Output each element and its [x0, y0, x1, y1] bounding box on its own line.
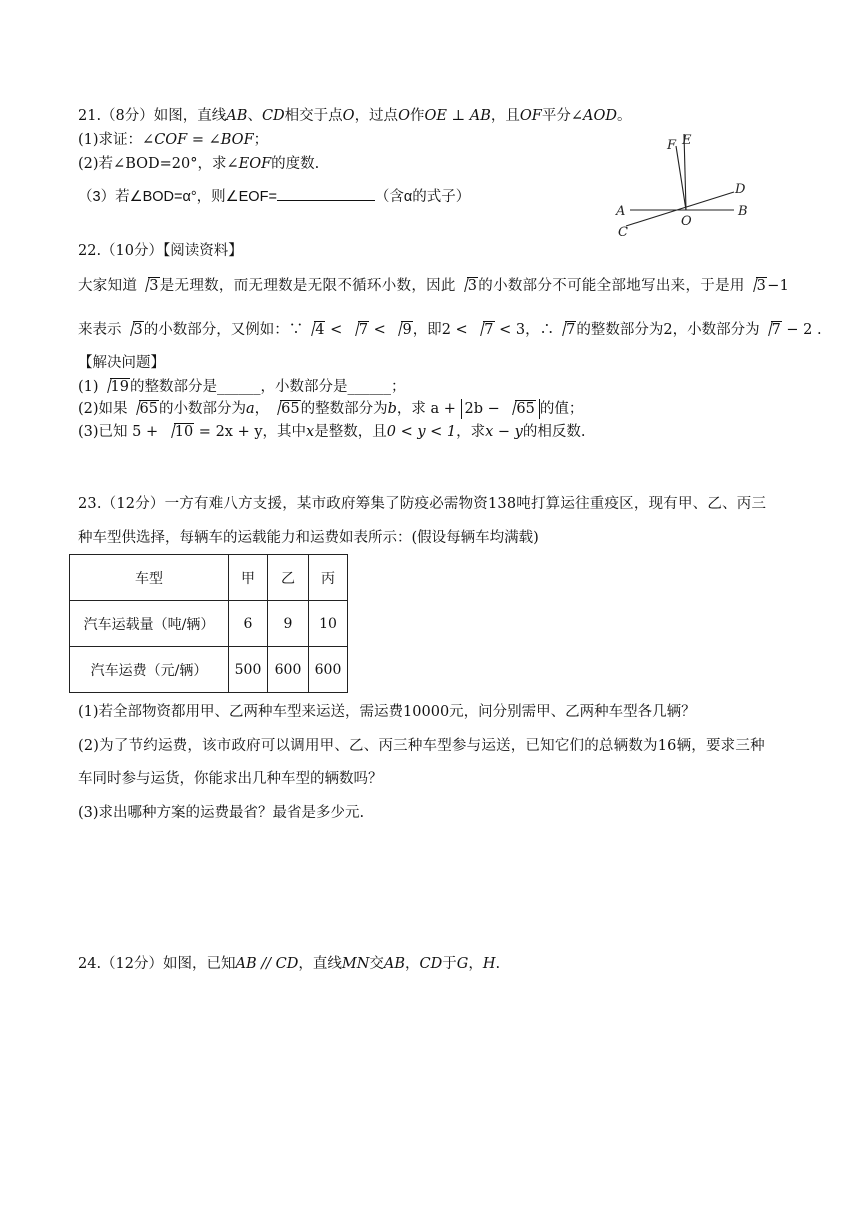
label-b: B [738, 204, 748, 219]
sqrt-4: 4 [305, 320, 325, 340]
table-cell: 500 [229, 647, 268, 693]
label-o: O [681, 214, 692, 229]
q23-line-2 [78, 528, 539, 548]
q21-p1-end: ； [253, 132, 269, 148]
var-a: a [246, 401, 255, 417]
q23-text: 23.（12分）一方有难八方支援，某市政府筹集了防疫必需物资138吨打算运往重疫区，现有甲、乙、丙三 [78, 496, 767, 512]
table-header-cell: 丙 [309, 555, 348, 601]
q24-text: . [495, 956, 501, 972]
q22-text: ，求 [456, 424, 486, 440]
sqrt-65: 65 [506, 399, 535, 419]
q21-p2-end: 的度数. [271, 156, 320, 172]
q21-p2-text: (2)若∠BOD=20°，求 [78, 156, 227, 172]
table-header-cell: 乙 [268, 555, 309, 601]
sqrt-7: 7 [556, 320, 576, 340]
q23-text: 种车型供选择，每辆车的运载能力和运费如表所示：(假设每辆车均满载) [78, 530, 539, 546]
sqrt-3: 3 [139, 276, 160, 296]
q22-text: 的整数部分为 [300, 401, 388, 417]
q22-header [78, 241, 243, 261]
q21-part-1 [78, 130, 268, 150]
q21-text: 作 [409, 108, 425, 124]
q21-aod: ∠AOD [570, 108, 618, 124]
q22-part-3 [78, 422, 585, 442]
q22-text: 的整数部分是______，小数部分是______； [130, 379, 406, 395]
sqrt-9: 9 [392, 320, 412, 340]
q24-line-1 [78, 954, 500, 974]
table-row [70, 647, 348, 693]
q23-text: 车同时参与运货，你能求出几种车型的辆数吗？ [78, 771, 383, 787]
q22-text: < [325, 322, 347, 338]
q22-text: 2 < [441, 322, 473, 338]
q24-text: ，直线 [298, 956, 342, 972]
q23-table [69, 554, 348, 693]
q22-text: − 2 . [781, 322, 822, 338]
q22-part-2 [78, 399, 583, 419]
sqrt-7: 7 [474, 320, 494, 340]
label-f: F [667, 138, 677, 153]
q22-text: 的相反数. [522, 424, 586, 440]
q22-text: 是整数，且 [314, 424, 387, 440]
q21-figure [612, 128, 762, 240]
q21-part-3 [78, 186, 470, 207]
q22-text: (2)如果 [78, 401, 128, 417]
table-cell: 9 [268, 601, 309, 647]
table-row [70, 555, 348, 601]
q23-text: (2)为了节约运费，该市政府可以调用甲、乙、丙三种车型参与运送，已知它们的总辆数为16辆，要求三种 [78, 738, 765, 754]
q22-line-2 [78, 320, 822, 340]
sqrt-10: 10 [165, 422, 194, 442]
label-a: A [616, 204, 626, 219]
q22-text: 是无理数，而无理数是无限不循环小数，因此 [159, 278, 456, 294]
q22-text: < [369, 322, 391, 338]
q22-text: 的值； [539, 401, 584, 417]
q21-p1-label: (1)求证： [78, 132, 143, 148]
sqrt-7: 7 [349, 320, 369, 340]
q22-text: (3)已知 5 + [78, 424, 163, 440]
q24-text: 24.（12分）如图，已知 [78, 956, 236, 972]
q22-solve-title [78, 353, 165, 373]
q21-header: 21.（8分）如图，直线 [78, 108, 227, 124]
q22-text: ，求 a + [396, 401, 461, 417]
label-c: C [618, 225, 628, 240]
q22-text: ，∴ [525, 322, 555, 338]
table-cell: 600 [309, 647, 348, 693]
q22-text: (1) [78, 379, 99, 395]
q21-p1-expr: ∠COF = ∠BOF [142, 132, 254, 148]
q21-text: ，过点 [354, 108, 399, 124]
q21-p3-blank [277, 186, 375, 201]
q21-text: 相交于点 [284, 108, 343, 124]
q24-ab-parallel-cd: AB // CD [235, 956, 299, 972]
q24-text: ， [405, 956, 420, 972]
q21-sep: 、 [247, 108, 262, 124]
q24-mn: MN [341, 956, 370, 972]
sqrt-7: 7 [762, 320, 782, 340]
table-cell: 6 [229, 601, 268, 647]
q21-text: ，且 [490, 108, 520, 124]
var-b: b [387, 401, 397, 417]
q21-text: 平分 [541, 108, 571, 124]
table-cell: 10 [309, 601, 348, 647]
sqrt-3: 3 [458, 276, 479, 296]
q22-line-1 [78, 276, 789, 296]
q21-part-2 [78, 154, 319, 174]
q22-text: < 3 [494, 322, 526, 338]
label-e: E [682, 133, 692, 148]
q22-header-text: 22.（10分）【阅读资料】 [78, 243, 243, 259]
q22-text: 大家知道 [78, 278, 138, 294]
q24-g: G [456, 956, 469, 972]
q23-line-1 [78, 494, 766, 514]
sqrt-3: 3 [124, 320, 144, 340]
table-cell: 汽车运费（元/辆） [70, 647, 229, 693]
q24-cd: CD [419, 956, 443, 972]
q23-text: (1)若全部物资都用甲、乙两种车型来运送，需运费10000元，问分别需甲、乙两种车型各几辆？ [78, 704, 696, 720]
abs-value [461, 399, 540, 419]
q22-text: = 2x + y，其中 [194, 424, 307, 440]
q21-text: 。 [617, 108, 632, 124]
q23-part-1 [78, 702, 696, 722]
q21-line-1 [78, 106, 632, 126]
q21-p3-end: （含α的式子） [374, 189, 471, 205]
q21-of: OF [519, 108, 542, 124]
label-d: D [735, 182, 746, 197]
q24-h: H [482, 956, 496, 972]
q24-text: 交 [369, 956, 384, 972]
sqrt-19: 19 [101, 377, 130, 397]
q21-o: O [342, 108, 355, 124]
q21-ab: AB [226, 108, 248, 124]
table-header-cell: 车型 [70, 555, 229, 601]
sqrt-65: 65 [271, 399, 300, 419]
var-x: x [306, 424, 315, 440]
q22-text: 的小数部分，又例如：∵ [143, 322, 304, 338]
q21-oe-perp-ab: OE ⊥ AB [424, 108, 491, 124]
q21-p3-text: （3）若∠BOD=α°，则∠EOF= [78, 189, 277, 205]
sqrt-3: 3 [747, 276, 768, 296]
q22-text: 的整数部分为2，小数部分为 [576, 322, 760, 338]
q22-text: 来表示 [78, 322, 122, 338]
q22-part-1 [78, 377, 406, 397]
q23-text: (3)求出哪种方案的运费最省？最省是多少元. [78, 805, 365, 821]
q22-text: ， [254, 401, 270, 417]
q21-cd: CD [261, 108, 285, 124]
q24-text: ， [468, 956, 483, 972]
q22-text: ，即 [412, 322, 442, 338]
q23-part-3 [78, 803, 364, 823]
expr-x-minus-y: x − y [485, 424, 523, 440]
table-cell: 600 [268, 647, 309, 693]
table-cell: 汽车运载量（吨/辆） [70, 601, 229, 647]
table-row [70, 601, 348, 647]
condition: 0 < y < 1 [386, 424, 457, 440]
q22-text: 的小数部分为 [159, 401, 246, 417]
sqrt-65: 65 [130, 399, 159, 419]
abs-inner: 2b − [464, 401, 505, 417]
q21-o: O [398, 108, 410, 124]
q22-solve: 【解决问题】 [78, 355, 165, 371]
q22-text: 的小数部分不可能全部地写出来，于是用 [478, 278, 745, 294]
q22-text: −1 [767, 278, 790, 294]
q23-part-2b [78, 769, 383, 789]
table-header-cell: 甲 [229, 555, 268, 601]
q24-ab: AB [383, 956, 406, 972]
line-cd [626, 192, 734, 226]
q21-p2-expr: ∠EOF [226, 156, 272, 172]
q24-text: 于 [442, 956, 457, 972]
q23-part-2a [78, 736, 765, 756]
